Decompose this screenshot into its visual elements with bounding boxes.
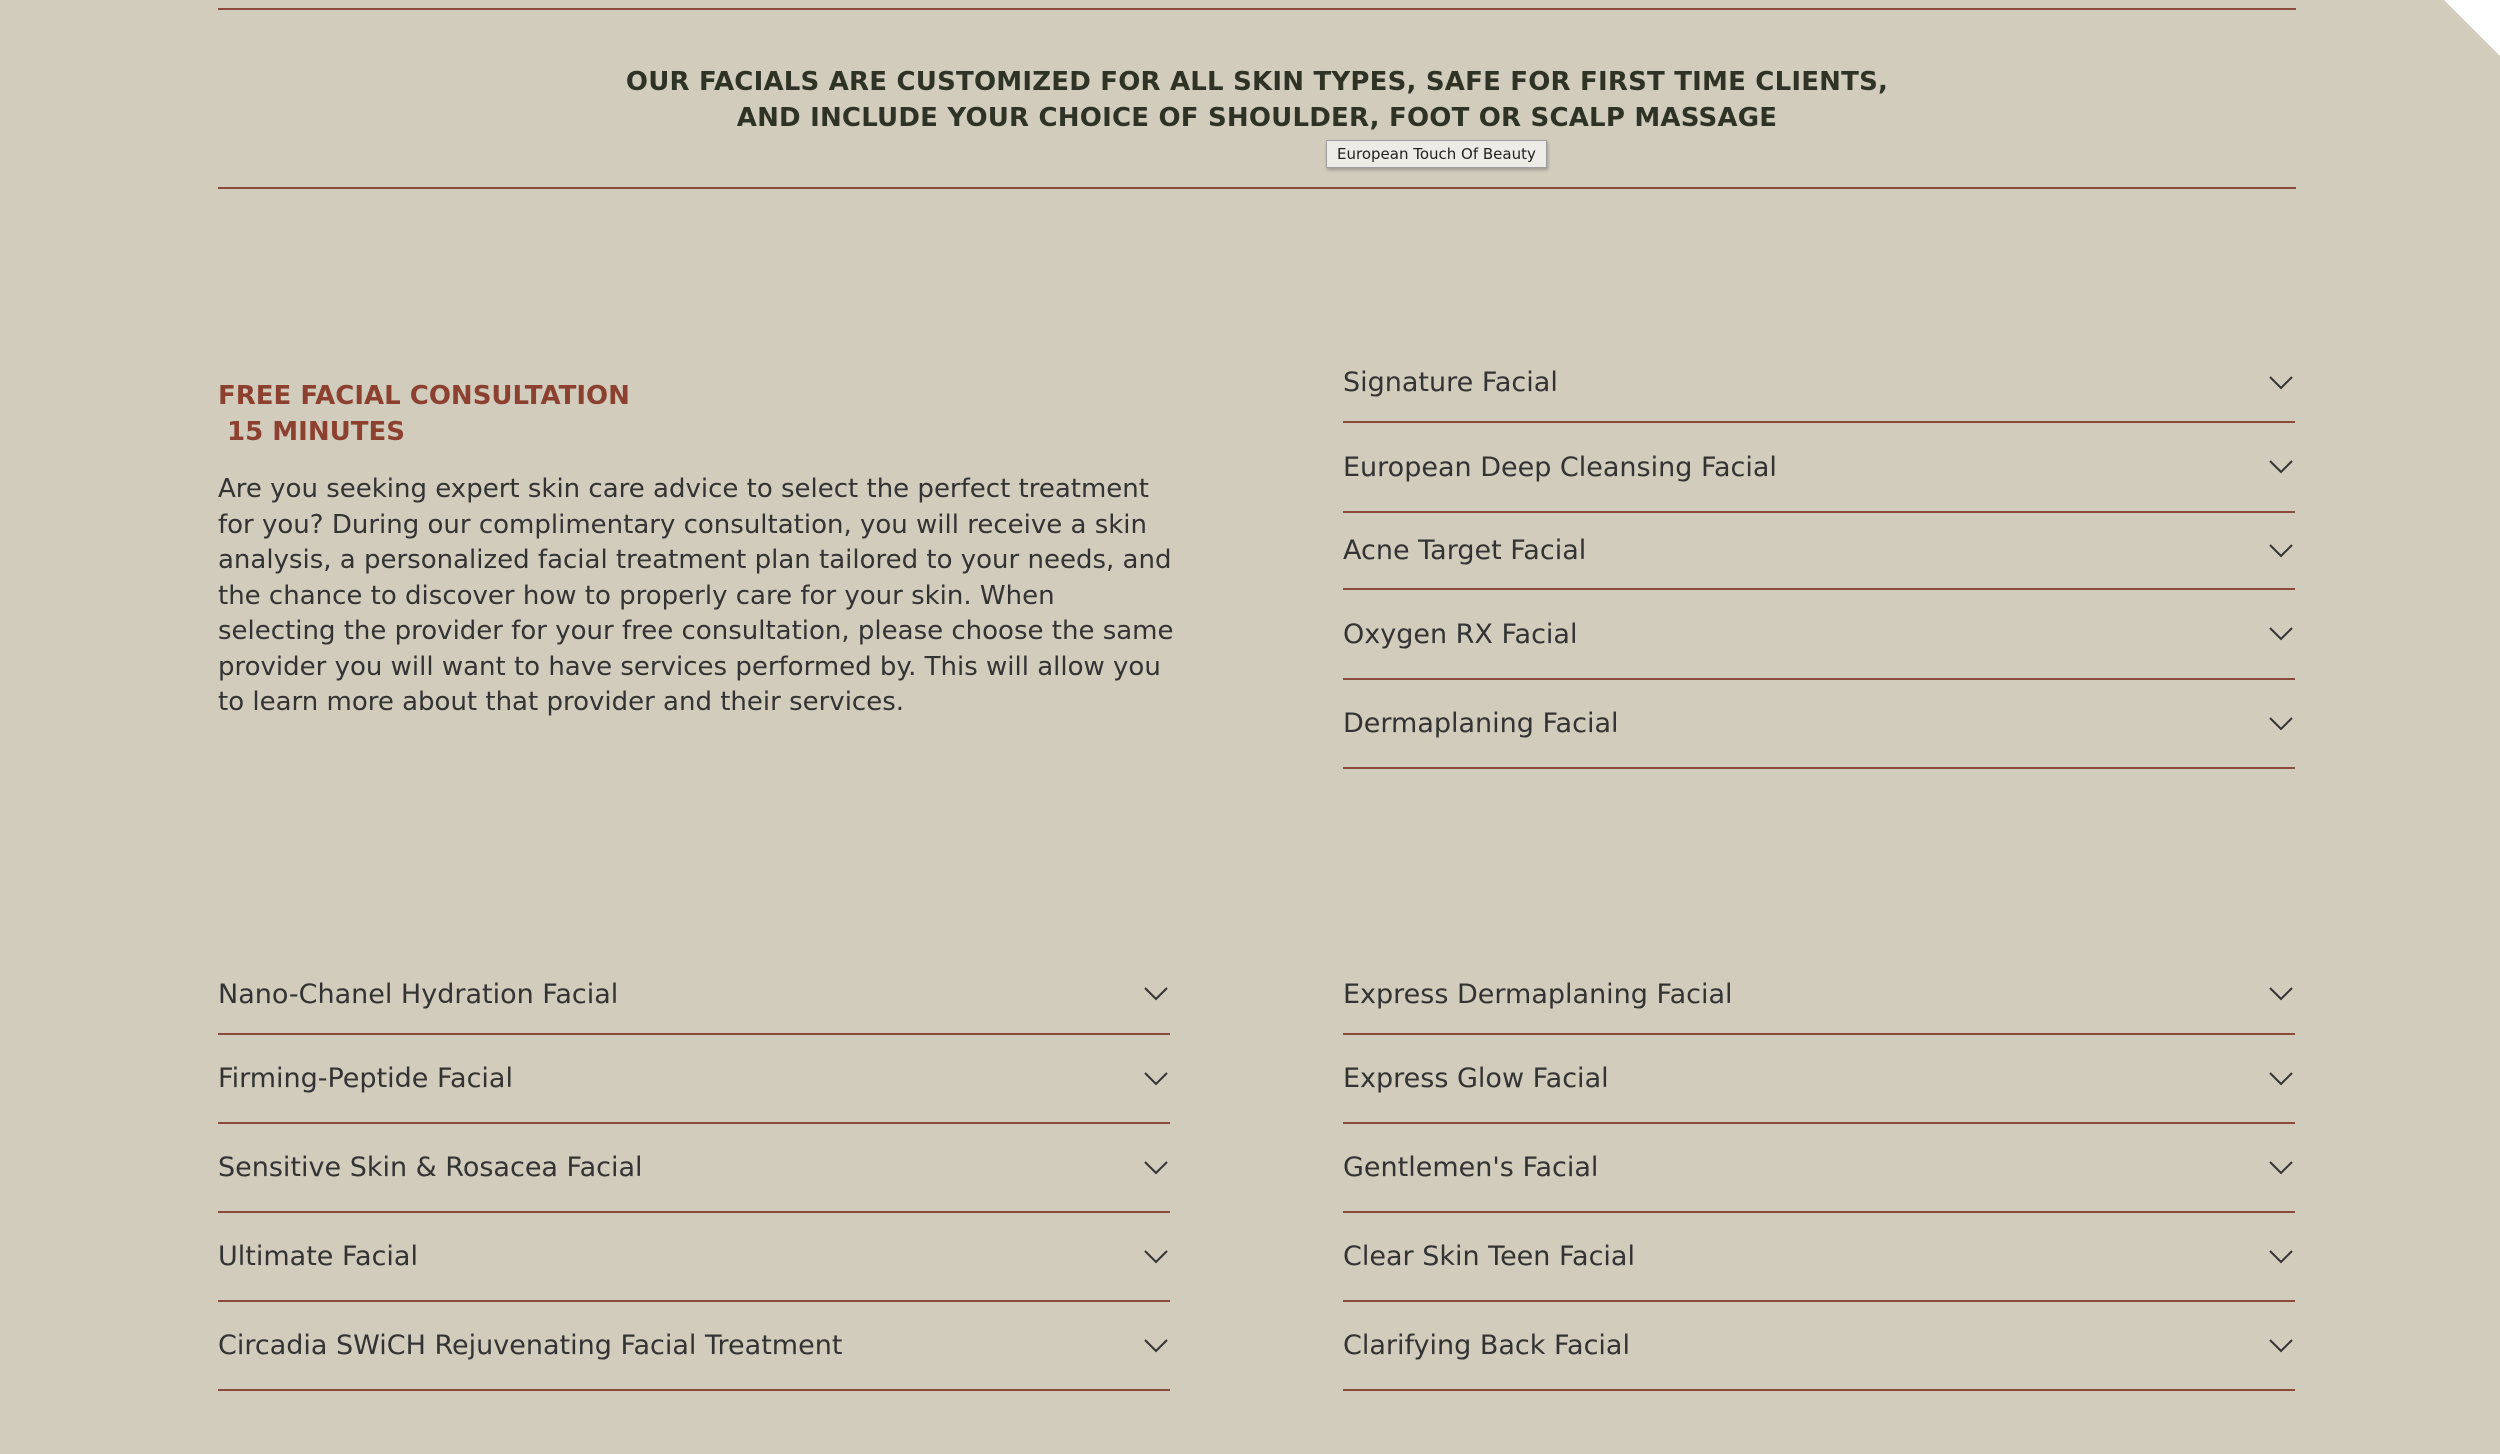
headline-line-2: AND INCLUDE YOUR CHOICE OF SHOULDER, FOOT OR SCALP MASSAGE [736, 103, 1778, 133]
tooltip: European Touch Of Beauty [1326, 140, 1547, 168]
chevron-down-icon[interactable] [2269, 717, 2293, 731]
consultation-title [218, 378, 1178, 450]
accordion-item-label: Express Glow Facial [1343, 1063, 1609, 1094]
accordion-item-label: Sensitive Skin & Rosacea Facial [218, 1152, 643, 1183]
accordion-item-ultimate-facial[interactable] [218, 1213, 1170, 1302]
chevron-down-icon[interactable] [2269, 544, 2293, 558]
accordion-item-label: Acne Target Facial [1343, 535, 1587, 566]
chevron-down-icon[interactable] [2269, 460, 2293, 474]
chevron-down-icon[interactable] [2269, 1339, 2293, 1353]
accordion-item-clarifying-back-facial[interactable] [1343, 1302, 2295, 1391]
accordion-item-label: Gentlemen's Facial [1343, 1152, 1599, 1183]
accordion-item-sensitive-skin-rosacea-facial[interactable] [218, 1124, 1170, 1213]
accordion-item-clear-skin-teen-facial[interactable] [1343, 1213, 2295, 1302]
accordion-item-circadia-swich-rejuvenating-facial[interactable] [218, 1302, 1170, 1391]
accordion-item-european-deep-cleansing-facial[interactable] [1343, 423, 2295, 513]
consultation-description: Are you seeking expert skin care advice to select the perfect treatment for you? During our complimentary consultation, you will receive a skin analysis, a personalized facial treatment plan tailored to your needs, and the chance to discover how to properly care for your skin. When selecting the provider for your free consultation, please choose the same provider you will want to have services performed by. This will allow you to learn more about that provider and their services. [218, 474, 1174, 717]
chevron-down-icon[interactable] [1144, 1161, 1168, 1175]
accordion-item-gentlemens-facial[interactable] [1343, 1124, 2295, 1213]
chevron-down-icon[interactable] [2269, 1250, 2293, 1264]
header-bottom-rule [218, 187, 2296, 189]
chevron-down-icon[interactable] [2269, 987, 2293, 1001]
chevron-down-icon[interactable] [1144, 1250, 1168, 1264]
accordion-item-label: Ultimate Facial [218, 1241, 418, 1272]
accordion-item-nano-chanel-hydration-facial[interactable] [218, 955, 1170, 1035]
accordion-item-firming-peptide-facial[interactable] [218, 1035, 1170, 1124]
chevron-down-icon[interactable] [2269, 1161, 2293, 1175]
accordion-item-label: Clarifying Back Facial [1343, 1330, 1630, 1361]
chevron-down-icon[interactable] [1144, 987, 1168, 1001]
headline-line-1: OUR FACIALS ARE CUSTOMIZED FOR ALL SKIN TYPES, SAFE FOR FIRST TIME CLIENTS, [625, 67, 1889, 97]
accordion-item-label: European Deep Cleansing Facial [1343, 451, 1777, 483]
accordion-item-oxygen-rx-facial[interactable] [1343, 590, 2295, 680]
accordion-item-signature-facial[interactable] [1343, 344, 2295, 423]
chevron-down-icon[interactable] [1144, 1072, 1168, 1086]
accordion-item-express-glow-facial[interactable] [1343, 1035, 2295, 1124]
accordion-item-label: Express Dermaplaning Facial [1343, 978, 1733, 1010]
facials-headline [218, 64, 2296, 136]
accordion-item-dermaplaning-facial[interactable] [1343, 680, 2295, 769]
accordion-item-label: Dermaplaning Facial [1343, 708, 1619, 739]
chevron-down-icon[interactable] [1144, 1339, 1168, 1353]
accordion-item-label: Clear Skin Teen Facial [1343, 1241, 1635, 1272]
accordion-item-label: Nano-Chanel Hydration Facial [218, 978, 619, 1010]
accordion-item-label: Circadia SWiCH Rejuvenating Facial Treatment [218, 1330, 843, 1361]
accordion-item-label: Oxygen RX Facial [1343, 618, 1578, 650]
top-rule [218, 8, 2296, 10]
accordion-item-acne-target-facial[interactable] [1343, 513, 2295, 590]
consultation-title-line-2: 15 MINUTES [218, 417, 405, 447]
chevron-down-icon[interactable] [2269, 627, 2293, 641]
accordion-item-label: Signature Facial [1343, 367, 1558, 398]
chevron-down-icon[interactable] [2269, 376, 2293, 390]
accordion-item-express-dermaplaning-facial[interactable] [1343, 955, 2295, 1035]
page-corner-fold [2444, 0, 2500, 56]
free-consultation-section [218, 378, 1178, 721]
consultation-title-line-1: FREE FACIAL CONSULTATION [218, 381, 630, 411]
accordion-item-label: Firming-Peptide Facial [218, 1063, 513, 1094]
chevron-down-icon[interactable] [2269, 1072, 2293, 1086]
